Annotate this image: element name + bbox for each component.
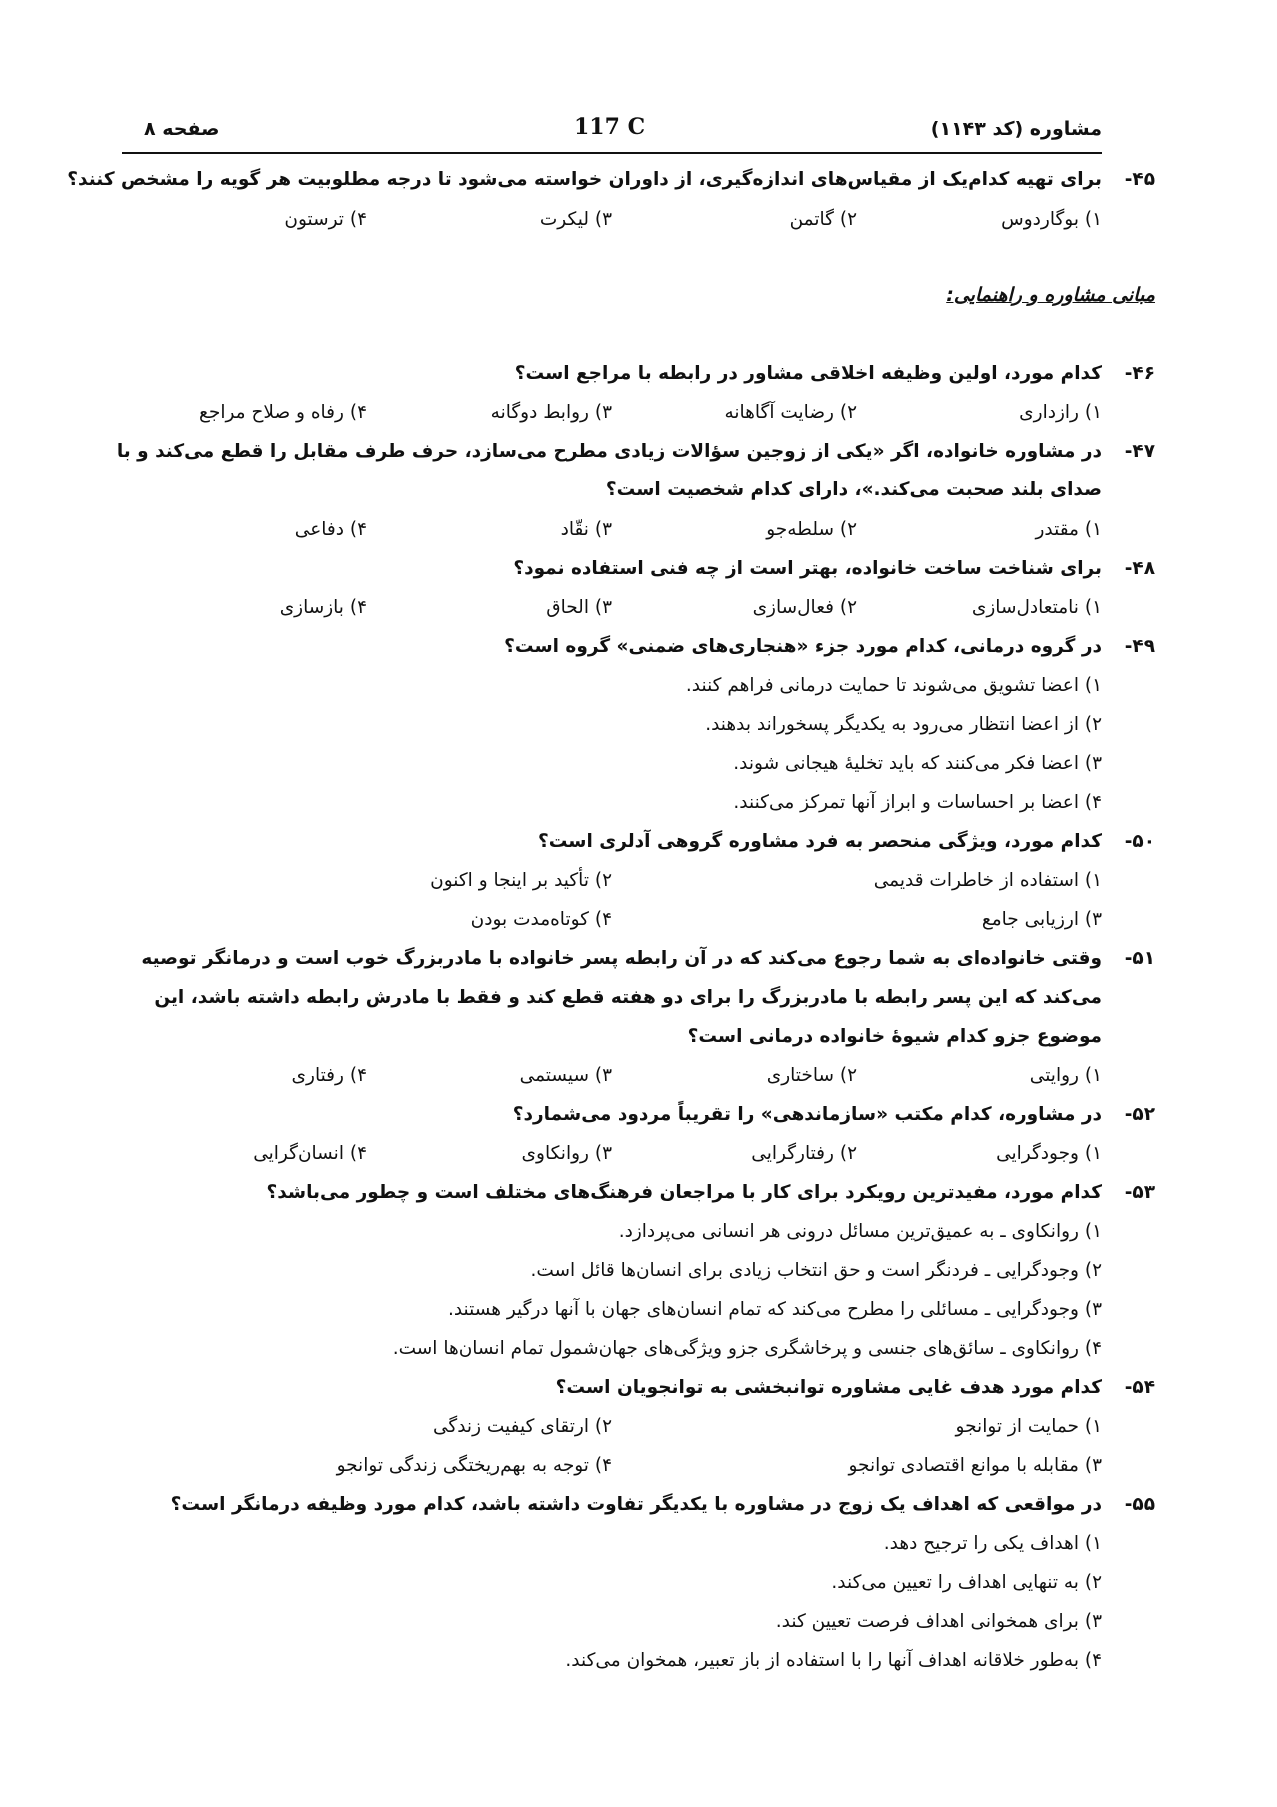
answer-option: ۴) روانکاوی ـ سائق‌های جنسی و پرخاشگری جزو ویژگی‌های جهان‌شمول تمام انسان‌ها است.	[392, 1338, 1102, 1359]
question-text: کدام مورد، ویژگی منحصر به فرد مشاوره گروهی آدلری است؟	[537, 831, 1102, 852]
answer-option: ۱) مقتدر	[1035, 519, 1102, 540]
question-number: ۵۲-	[1124, 1104, 1155, 1125]
answer-option: ۳) ارزیابی جامع	[981, 909, 1102, 930]
question-number: ۵۰-	[1124, 831, 1155, 852]
question-number: ۴۸-	[1124, 558, 1155, 579]
answer-option: ۴) توجه به بهم‌ریختگی زندگی توانجو	[336, 1455, 612, 1476]
question-number: ۵۳-	[1124, 1182, 1155, 1203]
question-text: کدام مورد، مفیدترین رویکرد برای کار با مراجعان فرهنگ‌های مختلف است و چطور می‌باشد؟	[266, 1182, 1102, 1203]
answer-option: ۲) به تنهایی اهداف را تعیین می‌کند.	[831, 1572, 1102, 1593]
answer-option: ۲) فعال‌سازی	[752, 597, 857, 618]
answer-option: ۱) استفاده از خاطرات قدیمی	[873, 870, 1102, 891]
page-header	[122, 112, 1102, 154]
answer-option: ۳) الحاق	[546, 597, 612, 618]
answer-option: ۱) رازداری	[1019, 402, 1102, 423]
question-text: در مشاوره خانواده، اگر «یکی از زوجین سؤالات زیادی مطرح می‌سازد، حرف طرف مقابل را قطع می‌کند و با	[116, 441, 1102, 462]
answer-option: ۳) نقّاد	[560, 519, 612, 540]
answer-option: ۲) ارتقای کیفیت زندگی	[432, 1416, 612, 1437]
answer-option: ۴) بازسازی	[279, 597, 367, 618]
answer-option: ۲) وجودگرایی ـ فردنگر است و حق انتخاب زیادی برای انسان‌ها قائل است.	[530, 1260, 1102, 1281]
question-text: در مواقعی که اهداف یک زوج در مشاوره با یکدیگر تفاوت داشته باشد، کدام مورد وظیفه درمانگر است؟	[170, 1494, 1102, 1515]
question-text: صدای بلند صحبت می‌کند.»، دارای کدام شخصیت است؟	[605, 479, 1102, 500]
question-number: ۵۴-	[1124, 1377, 1155, 1398]
booklet-code: 117 C	[574, 114, 646, 140]
answer-option: ۴) انسان‌گرایی	[253, 1143, 367, 1164]
answer-option: ۴) به‌طور خلاقانه اهداف آنها را با استفاده از باز تعبیر، همخوان می‌کند.	[565, 1650, 1102, 1671]
answer-option: ۱) بوگاردوس	[1001, 209, 1102, 230]
question-text: در مشاوره، کدام مکتب «سازماندهی» را تقریباً مردود می‌شمارد؟	[512, 1104, 1102, 1125]
question-text: برای تهیه کدام‌یک از مقیاس‌های اندازه‌گیری، از داوران خواسته می‌شود تا درجه مطلوبیت هر گویه را مشخص کنند؟	[67, 169, 1102, 190]
question-number: ۴۷-	[1124, 441, 1155, 462]
answer-option: ۴) کوتاه‌مدت بودن	[470, 909, 612, 930]
answer-option: ۲) رضایت آگاهانه	[724, 402, 857, 423]
answer-option: ۳) سیستمی	[519, 1065, 612, 1086]
question-text: کدام مورد، اولین وظیفه اخلاقی مشاور در رابطه با مراجع است؟	[514, 363, 1102, 384]
answer-option: ۳) وجودگرایی ـ مسائلی را مطرح می‌کند که تمام انسان‌های جهان با آنها درگیر هستند.	[447, 1299, 1102, 1320]
question-number: ۴۹-	[1124, 636, 1155, 657]
answer-option: ۱) نامتعادل‌سازی	[971, 597, 1102, 618]
question-text: برای شناخت ساخت خانواده، بهتر است از چه فنی استفاده نمود؟	[513, 558, 1102, 579]
answer-option: ۳) لیکرت	[539, 209, 612, 230]
question-text: می‌کند که این پسر رابطه با مادربزرگ را برای دو هفته قطع کند و فقط با مادرش رابطه داشته باشد، این	[154, 987, 1102, 1008]
answer-option: ۴) رفاه و صلاح مراجع	[199, 402, 367, 423]
section-title: مبانی مشاوره و راهنمایی:	[946, 284, 1155, 306]
subject-code: مشاوره (کد ۱۱۴۳)	[930, 118, 1102, 140]
answer-option: ۲) گاتمن	[789, 209, 857, 230]
question-number: ۵۵-	[1124, 1494, 1155, 1515]
question-text: در گروه درمانی، کدام مورد جزء «هنجاری‌های ضمنی» گروه است؟	[504, 636, 1102, 657]
answer-option: ۲) رفتارگرایی	[751, 1143, 857, 1164]
answer-option: ۴) رفتاری	[291, 1065, 367, 1086]
answer-option: ۲) تأکید بر اینجا و اکنون	[430, 870, 612, 891]
answer-option: ۱) روایتی	[1029, 1065, 1102, 1086]
answer-option: ۱) اهداف یکی را ترجیح دهد.	[883, 1533, 1102, 1554]
answer-option: ۲) ساختاری	[766, 1065, 857, 1086]
answer-option: ۱) وجودگرایی	[996, 1143, 1102, 1164]
answer-option: ۳) مقابله با موانع اقتصادی توانجو	[848, 1455, 1102, 1476]
question-text: وقتی خانواده‌ای به شما رجوع می‌کند که در آن رابطه پسر خانواده با مادربزرگ خوب است و درمانگر توصیه	[141, 948, 1102, 969]
answer-option: ۲) از اعضا انتظار می‌رود به یکدیگر پسخوراند بدهند.	[705, 714, 1102, 735]
answer-option: ۴) دفاعی	[294, 519, 367, 540]
page-number: صفحه ۸	[144, 118, 220, 140]
question-number: ۵۱-	[1124, 948, 1155, 969]
answer-option: ۳) روابط دوگانه	[490, 402, 612, 423]
question-number: ۴۶-	[1124, 363, 1155, 384]
answer-option: ۲) سلطه‌جو	[766, 519, 857, 540]
answer-option: ۳) اعضا فکر می‌کنند که باید تخلیهٔ هیجانی شوند.	[733, 753, 1102, 774]
answer-option: ۱) حمایت از توانجو	[955, 1416, 1102, 1437]
answer-option: ۱) اعضا تشویق می‌شوند تا حمایت درمانی فراهم کنند.	[685, 675, 1102, 696]
answer-option: ۳) برای همخوانی اهداف فرصت تعیین کند.	[775, 1611, 1102, 1632]
answer-option: ۴) اعضا بر احساسات و ابراز آنها تمرکز می‌کنند.	[733, 792, 1102, 813]
answer-option: ۴) ترستون	[284, 209, 367, 230]
question-number: ۴۵-	[1124, 169, 1155, 190]
answer-option: ۱) روانکاوی ـ به عمیق‌ترین مسائل درونی هر انسانی می‌پردازد.	[618, 1221, 1102, 1242]
question-text: کدام مورد هدف غایی مشاوره توانبخشی به توانجویان است؟	[555, 1377, 1102, 1398]
question-text: موضوع جزو کدام شیوهٔ خانواده درمانی است؟	[687, 1026, 1102, 1047]
answer-option: ۳) روانکاوی	[521, 1143, 612, 1164]
